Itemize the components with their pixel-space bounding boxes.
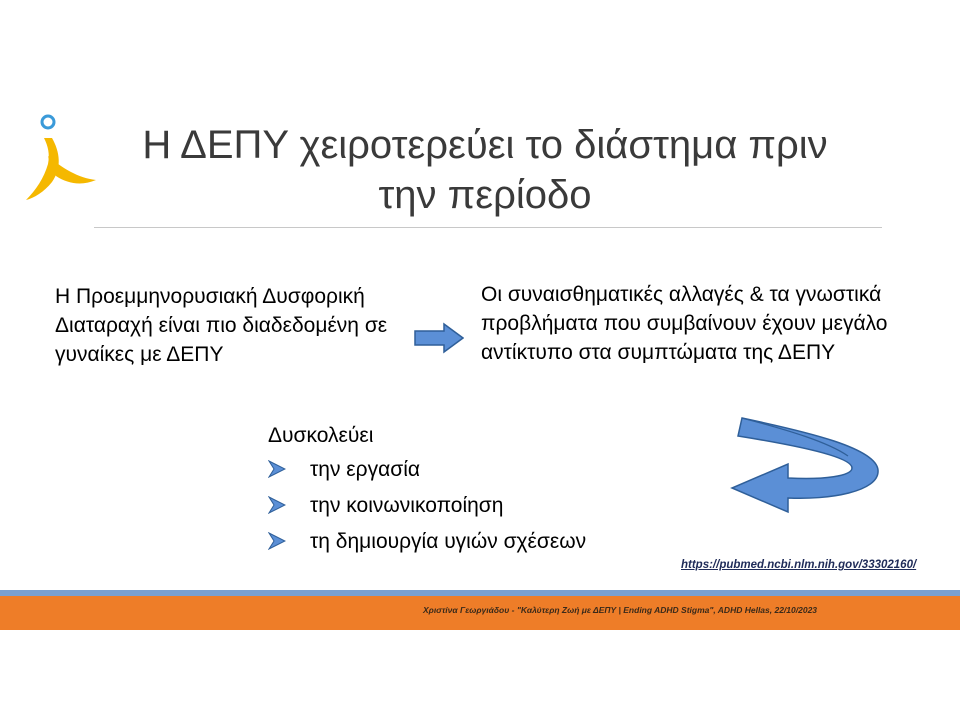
- list-item: [268, 492, 586, 528]
- arrow-right-icon: [414, 322, 464, 354]
- title-line-2: την περίοδο: [378, 173, 592, 217]
- title-divider: [94, 227, 882, 228]
- impact-statement: Οι συναισθηματικές αλλαγές & τα γνωστικά προβλήματα που συμβαίνουν έχουν μεγάλο αντίκτυπο στα συμπτώματα της ΔΕΠΥ: [481, 283, 888, 364]
- footer-credit: Χριστίνα Γεωργιάδου - "Καλύτερη Ζωή με ΔΕΠΥ | Ending ADHD Stigma", ADHD Hellas, 22/10/2023: [423, 605, 818, 615]
- list-item-text: την κοινωνικοποίηση: [310, 494, 504, 517]
- list-item: [268, 456, 586, 492]
- difficulties-list: [268, 456, 586, 564]
- arrowhead-bullet-icon: [268, 460, 286, 478]
- list-item: [268, 528, 586, 564]
- reference-link[interactable]: https://pubmed.ncbi.nlm.nih.gov/33302160/: [681, 559, 917, 571]
- pmdd-statement: Η Προεμμηνορυσιακή Δυσφορική Διαταραχή είναι πιο διαδεδομένη σε γυναίκες με ΔΕΠΥ: [55, 285, 388, 366]
- list-heading: Δυσκολεύει: [268, 424, 374, 447]
- slide-title: [100, 120, 870, 220]
- title-line-1: Η ΔΕΠΥ χειροτερεύει το διάστημα πριν: [142, 123, 828, 167]
- ribbon-logo-icon: [22, 112, 98, 204]
- curved-arrow-icon: [728, 412, 884, 530]
- list-item-text: τη δημιουργία υγιών σχέσεων: [310, 530, 587, 553]
- arrowhead-bullet-icon: [268, 496, 286, 514]
- list-item-text: την εργασία: [310, 458, 421, 481]
- arrowhead-bullet-icon: [268, 532, 286, 550]
